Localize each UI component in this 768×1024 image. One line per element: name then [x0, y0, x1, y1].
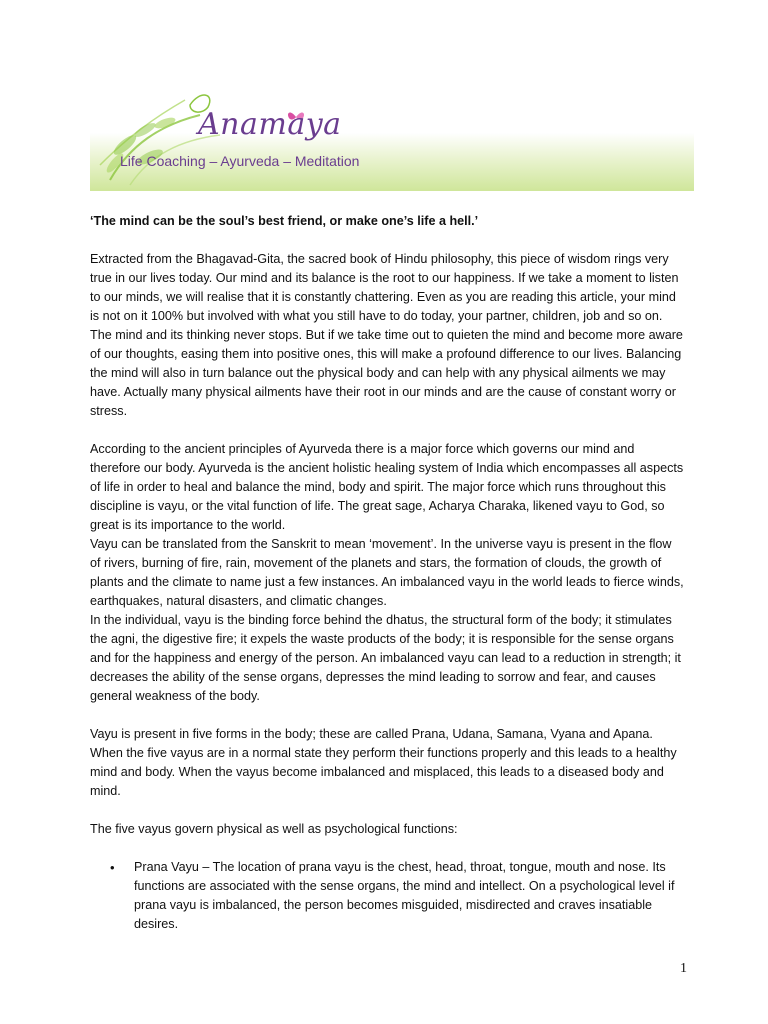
tagline: Life Coaching – Ayurveda – Meditation — [120, 153, 360, 169]
paragraph: Vayu can be translated from the Sanskrit to mean ‘movement’. In the universe vayu is present in the flow of rivers, burning of fire, rain, movement of the planets and stars, the formation of clouds, the growth of plants and the climate to name just a few instances. An imbalanced vayu in the world leads to fierce winds, earthquakes, natural disasters, and climatic changes. — [90, 537, 684, 608]
paragraph: In the individual, vayu is the binding force behind the dhatus, the structural form of the body; it stimulates the agni, the digestive fire; it expels the waste products of the body; it is responsible for the sense organs and for the happiness and energy of the person. An imbalanced vayu can lead to a reduction in strength; it decreases the ability of the sense organs, depresses the mind leading to sorrow and fear, and causes general weakness of the body. — [90, 613, 681, 703]
header-banner — [90, 85, 694, 191]
page-number: 1 — [680, 961, 687, 976]
article-body — [90, 212, 684, 934]
logo-text: Anamaya — [198, 107, 342, 142]
vayu-list — [90, 858, 684, 934]
list-item: • Prana Vayu – The location of prana vayu is the chest, head, throat, tongue, mouth and nose. Its functions are associated with the sense organs, the mind and intellect. On a psychological level if prana vayu is imbalanced, the person becomes misguided, misdirected and craves insatiable desires. — [134, 858, 684, 934]
paragraph: Vayu is present in five forms in the body; these are called Prana, Udana, Samana, Vyana and Apana. When the five vayus are in a normal state they perform their functions properly and this leads to a healthy mind and body. When the vayus become imbalanced and misplaced, this leads to a diseased body and mind. — [90, 727, 677, 798]
paragraph: Extracted from the Bhagavad-Gita, the sacred book of Hindu philosophy, this piece of wisdom rings very true in our lives today. Our mind and its balance is the root to our happiness. If we take a moment to listen to our minds, we will realise that it is constantly chattering. Even as you are reading this article, your mind is not on it 100% but involved with what you still have to do today, your partner, children, job and so on. The mind and its thinking never stops. But if we take time out to quieten the mind and become more aware of our thoughts, easing them into positive ones, this will make a profound difference to our lives. Balancing the mind will also in turn balance out the physical body and can help with any physical ailments we may have. Actually many physical ailments have their root in our minds and are the cause of constant worry or stress. — [90, 252, 683, 418]
paragraph: The five vayus govern physical as well as psychological functions: — [90, 822, 458, 836]
paragraph: According to the ancient principles of Ayurveda there is a major force which governs our mind and therefore our body. Ayurveda is the ancient holistic healing system of India which encompasses all aspects of life in order to heal and balance the mind, body and spirit. The major force which runs throughout this discipline is vayu, or the vital function of life. The great sage, Acharya Charaka, likened vayu to God, so great is its importance to the world. — [90, 442, 684, 532]
leaf-swirl-graphic — [90, 85, 694, 191]
quote: ‘The mind can be the soul’s best friend, or make one’s life a hell.’ — [90, 214, 479, 228]
